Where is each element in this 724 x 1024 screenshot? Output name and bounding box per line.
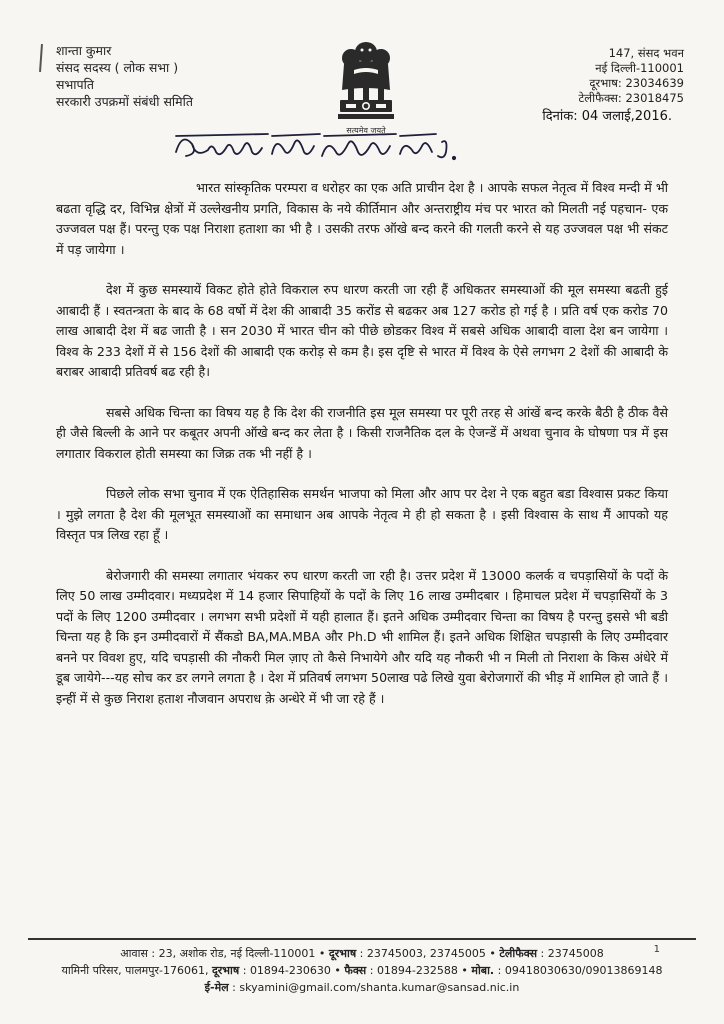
footer [28,945,696,996]
paragraph-5: बेरोजगारी की समस्या लगातार भंयकर रुप धारण करती जा रही है। उत्तर प्रदेश में 13000 कलर्क व चपड़ासियों के पदों के लिए 50 लाख उम्मीदवार। मध्यप्रदेश में 14 हजार सिपाहियों के पदों के लिए 16 लाख उम्मीदबार । हिमाचल प्रदेश में चपड़ासियों के 3 पदों के लिए 1200 उम्मीदवार । लगभग सभी प्रदेशों में यही हालात हैं। इतने अधिक उम्मीदवार चिन्ता का विषय है परन्तु इससे भी बडी चिन्ता यह है कि इन उम्मीदवारों में सैंकडो BA,MA.MBA और Ph.D भी शामिल हैं। इतने अधिक शिक्षित चपड़ासी के लिए उम्मीदवार बनने पर विवश हुए, यदि चपड़ासी की नौकरी मिल ज़ाए तो कैसे निभायेगे और यदि यह नौकरी भी न मिली तो निराशा के किस अंधेरे में डूब जायेगे---यह सोच कर डर लगने लगता है । देश में प्रतिवर्ष लगभग 50लाख पढे लिखे युवा बेरोजगारों की भीड़ में शामिल हो जाते हैं । इन्हीं में से कुछ निराश हताश नौजवान अपराध क़े अन्धेरे में भी जा रहे हैं । [56,567,668,706]
footer-line-3: ई-मेल : skyamini@gmail.com/shanta.kumar@sansad.nic.in [204,981,520,994]
local-phone-label: दूरभाष [211,964,240,977]
paragraph-1: भारत सांस्कृतिक परम्परा व धरोहर का एक अति प्राचीन देश है । आपके सफल नेतृत्व में विश्व मन्दी में भी बढता वृद्धि दर, विभिन्न क्षेत्रों में उल्लेखनीय प्रगति, विकास के नये कीर्तिमान और अन्तराष्ट्रीय मंच पर भारत को मिलती नई पहचान- एक उज्जवल पक्ष हैं। परन्तु एक पक्ष निराशा हताशा का भी है । उसकी तरफ ऑखे बन्द करने की गलती करने से यह उज्जवल पक्ष भी संकट में पड़ जायेगा । [56,180,668,257]
mobile-label: मोबा. [471,964,495,977]
local-phone: 01894-230630 [249,964,331,977]
mobile-number: 09418030630/09013869148 [504,964,663,977]
local-fax: 01894-232588 [376,964,458,977]
emblem-motto: सत्यमेव जयते [346,126,386,135]
office-address [464,46,684,106]
paragraph-2: देश में कुछ समस्यायें विकट होते होते विकराल रुप धारण करती जा रही हैं अधिकतर समस्याओं की मूल समस्या बढती हुई आबादी हैं । स्वतन्त्रता के बाद के 68 वर्षो में देश की आबादी 35 करोंड से बढकर अब 127 करोड हो गई है । प्रति वर्ष एक करोड 70 लाख आबादी देश में बढ जाती है । सन 2030 में भारत चीन को पीछे छोडकर विश्व में सबसे अधिक आबादी वाला देश बन जायेगा । विश्व के 233 देशों में से 156 देशों की आबादी एक करोड़ से कम है। इस दृष्टि से भारत में विश्व के ऐसे लगभग 2 देशों की आबादी के बराबर आबादी प्रतिवर्ष बढ रही है। [56,282,668,379]
page-number: 1 [653,944,660,955]
sender-block [56,42,316,110]
sender-role: सभापति [56,77,94,92]
address-fax: टेलीफैक्स: 23018475 [578,91,684,105]
residence-label: आवास [120,947,148,960]
address-line2: नई दिल्ली-110001 [595,61,684,75]
footer-line-2: यामिनी परिसर, पालमपुर-176061, दूरभाष : 01894-230630 • फैक्स : 01894-232588 • मोबा. : 09418030630/09013869148 [61,964,663,977]
footer-divider [28,938,696,940]
address-phone: दूरभाष: 23034639 [589,76,684,90]
address-line1: 147, संसद भवन [608,46,684,60]
residence-address: 23, अशोक रोड, नई दिल्ली-110001 [158,947,316,960]
footer-line-1: आवास : 23, अशोक रोड, नई दिल्ली-110001 • दूरभाष : 23745003, 23745005 • टेलीफैक्स : 23745008 [120,947,604,960]
letter-body [56,178,668,729]
sender-name: शान्ता कुमार [56,43,112,58]
paragraph-3: सबसे अधिक चिन्ता का विषय यह है कि देश की राजनीति इस मूल समस्या पर पूरी तरह से आंखें बन्द करके बैठी है ठीक वैसे ही जैसे बिल्ली के आने पर कबूतर अपनी ऑखे बन्द कर लेता है । किसी राजनैतिक दल के ऐजन्डें में अथवा चुनाव के घोषणा पत्र में इस लगातार विकराल होती समस्या का जिक्र तक भी नहीं है । [56,404,668,461]
handwritten-salutation [172,122,462,170]
letter-date: दिनांक: 04 जलाई,2016. [542,109,672,124]
local-address: यामिनी परिसर, पालमपुर-176061, [61,964,209,977]
email-label: ई-मेल [204,981,229,994]
fax-label: फैक्स [344,964,367,977]
residence-telefax: 23745008 [547,947,604,960]
telefax-label: टेलीफैक्स [499,947,538,960]
paragraph-4: पिछले लोक सभा चुनाव में एक ऐतिहासिक समर्थन भाजपा को मिला और आप पर देश ने एक बहुत बडा विश्वास प्रकट किया । मुझे लगता है देश की मूलभूत समस्याओं का समाधान अब आपके नेतृत्व मे ही हो सकता है । इसी विश्वास के साथ मैं आपको यह विस्तृत पत्र लिख रहा हूँ । [56,486,668,542]
phone-label: दूरभाष [328,947,357,960]
residence-phone: 23745003, 23745005 [366,947,486,960]
sender-designation: संसद सदस्य ( लोक सभा ) [56,60,179,75]
sender-committee: सरकारी उपक्रमों संबंधी समिति [56,94,193,109]
email-address[interactable]: skyamini@gmail.com/shanta.kumar@sansad.nic.in [239,981,520,994]
margin-mark [39,44,43,72]
